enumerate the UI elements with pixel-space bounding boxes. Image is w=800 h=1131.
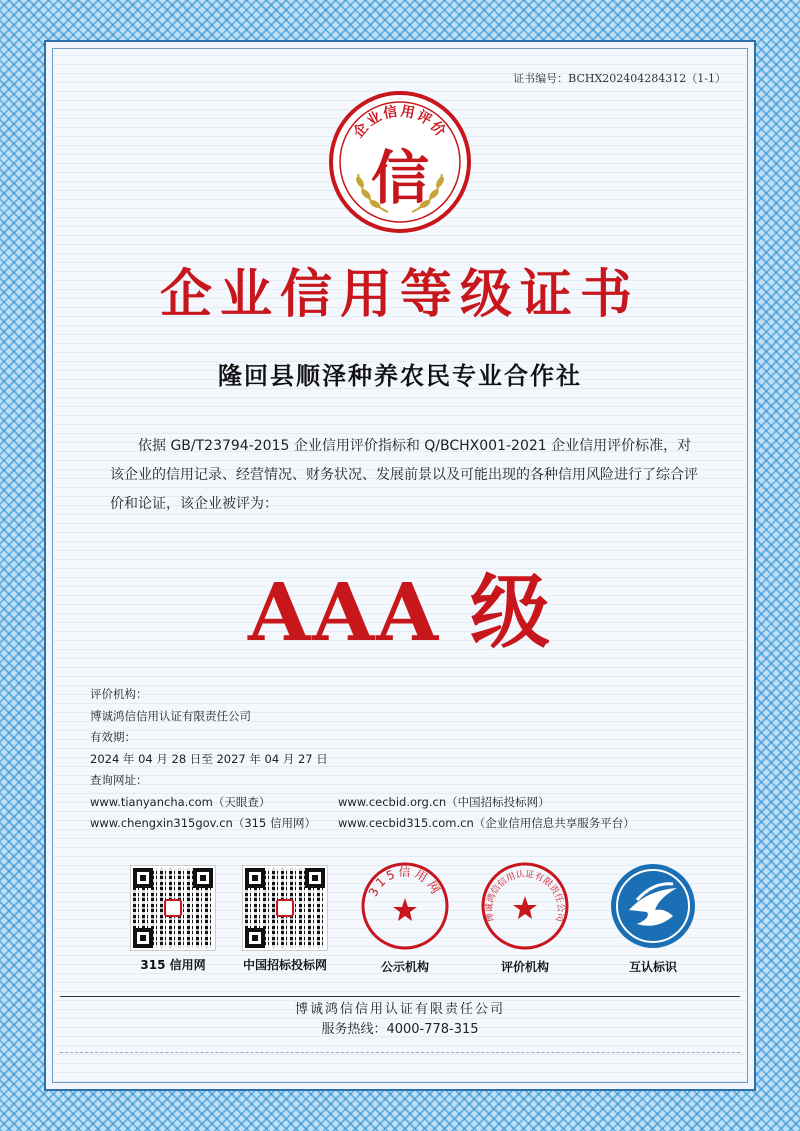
mutual-recognition-block [598,860,708,975]
qr-code-315-icon[interactable] [131,866,215,950]
credit-evaluation-emblem-icon [328,90,472,234]
seal-315-text: 315信用网 [365,864,445,899]
mutual-recognition-logo-icon [607,860,699,952]
validity-label: 有效期： [90,730,136,744]
seal-evaluation-block [470,860,580,975]
credit-grade: AAA 级 [247,565,553,659]
certificate-number: 证书编号：BCHX202404284312（1-1） [513,72,726,85]
query-site-tianyancha[interactable]: www.tianyancha.com（天眼查） [90,794,271,809]
red-seal-evaluation-icon [479,860,571,952]
emblem-ring-text: 企业信用评价 [350,103,450,142]
certificate-body-text: 依据 GB/T23794-2015 企业信用评价指标和 Q/BCHX001-2021 企业信用评价标准，对该企业的信用记录、经营情况、财务状况、发展前景以及可能出现的各种信用风险进行了综合评价和论证，该企业被评为： [110,438,698,512]
footer-divider [60,996,740,997]
seal-publicity-caption: 公示机构 [380,960,429,974]
seal-publicity-block [350,860,460,975]
seal-evaluation-caption: 评价机构 [500,960,549,974]
certificate-info [90,684,635,835]
company-name: 隆回县顺泽种养农民专业合作社 [218,362,582,390]
query-site-cecbid315[interactable]: www.cecbid315.com.cn（企业信用信息共享服务平台） [338,816,635,830]
qr-315-caption: 315 信用网 [140,958,206,972]
certificate-title: 企业信用等级证书 [159,265,640,325]
qr-315-block [118,860,228,973]
qr-code-cecbid-icon[interactable] [243,866,327,950]
query-label: 查询网址： [90,773,148,787]
svg-text:315信用网 [366,864,444,899]
validity-period: 2024 年 04 月 28 日至 2027 年 04 月 27 日 [90,751,328,766]
emblem-center-glyph: 信 [370,144,430,212]
footer-hotline: 服务热线：4000-778-315 [321,1022,479,1037]
qr-cecbid-caption: 中国招标投标网 [242,958,327,972]
red-seal-315-icon [359,860,451,952]
seals-row [0,860,800,990]
footer [0,1000,800,1040]
bottom-dashed-line [60,1052,740,1053]
qr-cecbid-block [230,860,340,973]
agency-name: 博诚鸿信信用认证有限责任公司 [90,708,251,723]
agency-label: 评价机构： [90,687,148,701]
footer-company: 博诚鸿信信用认证有限责任公司 [294,1002,505,1017]
seal-evaluation-text: 博诚鸿信信用认证有限责任公司 [484,869,566,923]
query-site-chengxin315[interactable]: www.chengxin315gov.cn（315 信用网） [90,816,316,830]
query-site-cecbid[interactable]: www.cecbid.org.cn（中国招标投标网） [338,794,550,809]
mutual-recognition-caption: 互认标识 [628,960,677,974]
